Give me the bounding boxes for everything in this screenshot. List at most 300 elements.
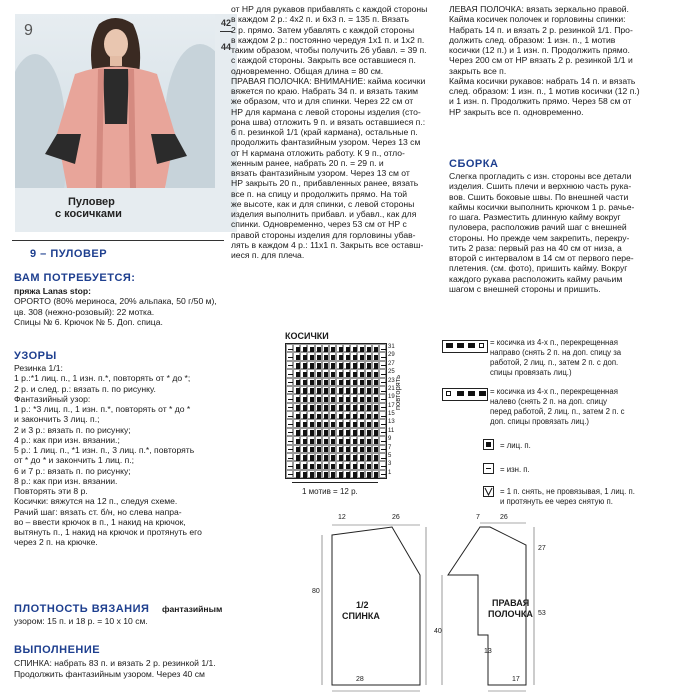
chart-cell (379, 344, 386, 352)
execution-line1: СПИНКА: набрать 83 п. и вязать 2 р. резинкой 1/1. (14, 658, 216, 668)
chart-cell (315, 352, 322, 360)
chart-cell (343, 369, 350, 377)
chart-cell (379, 369, 386, 377)
chart-cell (336, 352, 343, 360)
chart-cell (329, 386, 336, 394)
text-line: через 2 п. на крючке. (14, 537, 98, 548)
chart-cell (336, 461, 343, 469)
chart-cell (286, 445, 293, 453)
section-title: 9 – ПУЛОВЕР (30, 248, 108, 260)
chart-cell (357, 436, 364, 444)
chart-cell (365, 352, 372, 360)
text-line: 2 р. прямо. Затем убавлять с каждой стороны (231, 24, 415, 35)
chart-cell (286, 394, 293, 402)
legend-purl-icon (483, 463, 494, 474)
chart-cell (322, 369, 329, 377)
chart-cell (300, 436, 307, 444)
chart-cell (300, 445, 307, 453)
row-number: 17 (388, 402, 395, 409)
text-line: с каждой стороны. Закрыть все оставшиеся п. (231, 55, 416, 66)
chart-cell (293, 361, 300, 369)
yarn-line1: OPORTO (80% мериноса, 20% альпака, 50 г/50 м), (14, 296, 217, 307)
text-line: и закончить 3 лиц. п.; (14, 414, 100, 425)
chart-cell (307, 436, 314, 444)
row-number: 9 (388, 436, 392, 443)
chart-cell (315, 344, 322, 352)
chart-cell (307, 453, 314, 461)
text-line: каймы косички выполнить крючком 1 р. рачье- (449, 201, 635, 212)
text-line: направо (снять 2 п. на доп. спицу за (490, 348, 622, 357)
text-line: Набрать 14 п. и вязать 2 р. резинкой 1/1. Про- (449, 24, 633, 35)
text-line: стороны. Но прежде чем закрепить, перекру- (449, 232, 630, 243)
chart-cell (322, 394, 329, 402)
chart-cell (372, 352, 379, 360)
chart-cell (286, 411, 293, 419)
text-line: Повторять эти 8 р. (14, 486, 88, 496)
text-line: работой, 2 лиц. п., затем 2 п. с доп. (490, 358, 619, 367)
motif-label: 1 мотив = 12 р. (302, 487, 358, 496)
chart-cell (350, 445, 357, 453)
chart-cell (322, 344, 329, 352)
text-line: второй с интервалом в 14 см от первого пере- (449, 253, 634, 263)
text-line: спицы провязать лиц.) (490, 368, 572, 377)
chart-cell (329, 445, 336, 453)
front-side-top: 27 (538, 545, 546, 552)
chart-cell (379, 361, 386, 369)
legend-item-cable-right (490, 338, 680, 378)
text-line: 8 р.: как при изн. вязании. (14, 475, 118, 486)
chart-cell (350, 419, 357, 427)
caption-line2: с косичками (55, 208, 122, 220)
size-top: 42 (220, 18, 231, 28)
chart-cell (336, 386, 343, 394)
text-line: 2 р. и след. р.: вязать п. по рисунку. (14, 383, 156, 394)
chart-cell (350, 369, 357, 377)
chart-cell (300, 411, 307, 419)
text-line: вязать фантазийным узором. Через 13 см от (231, 168, 410, 178)
chart-cell (372, 445, 379, 453)
execution-title: ВЫПОЛНЕНИЕ (14, 644, 101, 656)
text-line: доп. спицы провязать лиц.) (490, 417, 589, 426)
chart-cell (350, 428, 357, 436)
chart-cell (365, 411, 372, 419)
chart-cell (329, 403, 336, 411)
text-line: лять в каждом 4 р.: 11х1 п. Закрыть все оставш- (231, 239, 424, 250)
text-line: и 1 изн. п. Продолжить прямо. Через 58 см от (449, 96, 632, 107)
text-line: и протянуть ее через снятую п. (500, 497, 613, 506)
chart-cell (357, 369, 364, 377)
back-side-total: 80 (312, 588, 320, 595)
text-line: должить след. образом: 1 изн. п., 1 мотив (449, 34, 616, 45)
text-line: плетения. (см. фото), пришить кайму. Вокруг (449, 263, 628, 274)
chart-cell (365, 428, 372, 436)
chart-cell (293, 461, 300, 469)
text-line: Кайма косичек полочек и горловины спинки: (449, 14, 626, 25)
chart-cell (329, 470, 336, 478)
yarn-label: пряжа Lanas stop: (14, 286, 91, 296)
chart-cell (365, 470, 372, 478)
text-line: иеся п. для плеча. (231, 250, 305, 260)
chart-cell (322, 461, 329, 469)
text-line: одновременно. Общая длина = 80 см. (231, 65, 384, 76)
chart-cell (329, 394, 336, 402)
chart-cell (315, 361, 322, 369)
chart-cell (350, 378, 357, 386)
legend-slip-icon (483, 486, 494, 497)
chart-cell (300, 470, 307, 478)
chart-cell (357, 411, 364, 419)
text-line: спинки. Одновременно, через 53 см от НР с (231, 219, 407, 230)
front-bottom-a: 17 (512, 676, 520, 683)
text-line: от НР для рукавов прибавлять с каждой стороны (231, 4, 428, 14)
back-top-a: 12 (338, 514, 346, 521)
chart-cell (336, 470, 343, 478)
right-text (449, 4, 674, 117)
chart-cell (357, 470, 364, 478)
text-line: во – ввести крючок в п., 1 накид на крючок, (14, 516, 186, 527)
chart-cell (365, 436, 372, 444)
chart-cell (315, 369, 322, 377)
chart-cell (343, 403, 350, 411)
chart-cell (336, 344, 343, 352)
chart-cell (286, 361, 293, 369)
front-label-2: ПОЛОЧКА (488, 609, 533, 619)
chart-cell (372, 378, 379, 386)
text-line: каждого рукава расположить кайму рачьим (449, 273, 623, 284)
text-line: 1 р.: *3 лиц. п., 1 изн. п.*, повторять от * до * (14, 404, 191, 414)
chart-cell (307, 386, 314, 394)
text-line: 2 и 3 р.: вязать п. по рисунку; (14, 424, 131, 435)
chart-cell (365, 461, 372, 469)
chart-cell (343, 344, 350, 352)
chart-cell (293, 470, 300, 478)
row-number: 13 (388, 419, 395, 426)
text-line: вяжется по краю. Набрать 34 п. и вязать таким (231, 86, 419, 96)
chart-cell (357, 394, 364, 402)
chart-cell (329, 361, 336, 369)
back-label-2: СПИНКА (342, 611, 380, 621)
chart-cell (365, 361, 372, 369)
chart-cell (350, 344, 357, 352)
text-line: косички (12 п.) и 1 изн. п. Продолжить прямо. (449, 45, 630, 55)
chart-cell (357, 445, 364, 453)
text-line: вытянуть п., 1 накид на крючок и протянуть его (14, 527, 202, 537)
chart-cell (329, 453, 336, 461)
chart-cell (286, 344, 293, 352)
middle-text (231, 4, 441, 260)
chart-cell (329, 369, 336, 377)
text-line: = косичка из 4-х п., перекрещенная (490, 387, 618, 396)
model-photo (15, 14, 215, 188)
row-number: 29 (388, 352, 395, 359)
text-line: вов. Сшить боковые швы. По внешней части (449, 191, 629, 202)
row-number: 21 (388, 385, 395, 392)
repeat-label: повторять (393, 374, 402, 410)
chart-cell (372, 428, 379, 436)
text-line: = косичка из 4-х п., перекрещенная (490, 338, 618, 347)
chart-cell (372, 386, 379, 394)
chart-cell (372, 470, 379, 478)
text-line: НР закрыть 20 п., прибавленных ранее, вязать (231, 178, 419, 189)
chart-cell (307, 428, 314, 436)
chart-cell (365, 445, 372, 453)
chart-cell (307, 344, 314, 352)
legend-item-cable-left (490, 387, 680, 427)
chart-cell (307, 403, 314, 411)
chart-cell (365, 453, 372, 461)
chart-cell (379, 378, 386, 386)
chart-cell (372, 369, 379, 377)
chart-cell (322, 361, 329, 369)
chart-cell (286, 386, 293, 394)
chart-cell (357, 403, 364, 411)
chart-cell (322, 445, 329, 453)
chart-cell (286, 378, 293, 386)
text-line: закрыть все п. (449, 65, 507, 76)
chart-cell (300, 361, 307, 369)
chart-cell (300, 369, 307, 377)
chart-cell (365, 419, 372, 427)
chart-cell (286, 419, 293, 427)
chart-cell (315, 403, 322, 411)
chart-cell (315, 445, 322, 453)
text-line: изделия выполнить прибавл. и убавл., как для (231, 209, 417, 219)
chart-cell (379, 411, 386, 419)
legend-cable-right-icon (442, 340, 488, 353)
legend-knit-icon (483, 439, 494, 450)
chart-cell (322, 411, 329, 419)
chart-cell (343, 378, 350, 386)
chart-cell (315, 394, 322, 402)
chart-cell (315, 470, 322, 478)
chart-cell (300, 453, 307, 461)
chart-cell (379, 403, 386, 411)
row-number: 25 (388, 369, 395, 376)
chart-cell (372, 344, 379, 352)
chart-cell (300, 378, 307, 386)
chart-cell (357, 352, 364, 360)
chart-cell (372, 394, 379, 402)
chart-cell (336, 419, 343, 427)
chart-cell (357, 419, 364, 427)
chart-cell (300, 352, 307, 360)
chart-cell (357, 361, 364, 369)
chart-cell (379, 461, 386, 469)
chart-cell (343, 453, 350, 461)
chart-cell (350, 361, 357, 369)
chart-cell (372, 461, 379, 469)
chart-cell (329, 411, 336, 419)
chart-cell (300, 386, 307, 394)
chart-cell (293, 428, 300, 436)
chart-cell (293, 378, 300, 386)
chart-cell (286, 436, 293, 444)
row-number: 11 (388, 427, 395, 434)
size-bottom: 44 (220, 42, 231, 52)
chart-cell (343, 386, 350, 394)
text-line: Резинка 1/1: (14, 363, 63, 373)
text-line: 5 р.: 1 лиц. п., *1 изн. п., 3 лиц. п.*, повторять (14, 445, 195, 455)
chart-cell (379, 352, 386, 360)
text-line: го шага. Разместить длинную кайму вокруг (449, 212, 621, 222)
yarn-line2: цв. 308 (нежно-розовый): 22 мотка. (14, 306, 155, 317)
chart-cell (307, 378, 314, 386)
text-line: 4 р.: как при изн. вязании.; (14, 434, 120, 445)
text-line: продолжить фантазийным узором. Через 13 см (231, 137, 421, 148)
chart-cell (307, 445, 314, 453)
chart-cell (293, 403, 300, 411)
text-line: в каждом 2 р.: 4х2 п. и 6х3 п. = 135 п. Вязать (231, 14, 409, 25)
chart-cell (379, 394, 386, 402)
chart-cell (343, 436, 350, 444)
chart-cell (336, 369, 343, 377)
chart-cell (329, 461, 336, 469)
text-line: женным ранее, набрать 20 п. = 29 п. и (231, 157, 384, 168)
chart-cell (372, 419, 379, 427)
chart-cell (357, 344, 364, 352)
chart-cell (293, 453, 300, 461)
chart-cell (307, 394, 314, 402)
chart-cell (365, 369, 372, 377)
chart-cell (372, 361, 379, 369)
chart-cell (286, 369, 293, 377)
row-number: 31 (388, 344, 395, 350)
chart-cell (357, 461, 364, 469)
chart-cell (372, 453, 379, 461)
front-top-b: 26 (500, 514, 508, 521)
chart-cell (379, 386, 386, 394)
chart-cell (379, 470, 386, 478)
chart-cell (379, 436, 386, 444)
back-bottom: 28 (356, 676, 364, 683)
tools-line: Спицы № 6. Крючок № 5. Доп. спица. (14, 316, 163, 327)
chart-cell (286, 453, 293, 461)
chart-cell (357, 386, 364, 394)
chart-cell (336, 453, 343, 461)
text-line: правой стороны изделия для горловины убав- (231, 229, 416, 240)
text-line: Рачий шаг: вязать ст. б/н, но слева напра- (14, 506, 182, 517)
row-number: 7 (388, 444, 392, 451)
text-line: Косички: вяжутся на 12 п., следуя схеме. (14, 496, 178, 507)
chart-cell (315, 461, 322, 469)
chart-cell (315, 411, 322, 419)
chart-cell (293, 436, 300, 444)
text-line: Фантазийный узор: (14, 393, 91, 404)
chart-cell (293, 369, 300, 377)
chart-cell (365, 378, 372, 386)
front-top-a: 7 (476, 514, 480, 521)
text-line: перед работой, 2 лиц. п., затем 2 п. с (490, 407, 625, 416)
chart-cell (307, 461, 314, 469)
text-line: Через 200 см от НР вязать 2 р. резинкой 1/1 и (449, 55, 633, 66)
chart-cell (293, 419, 300, 427)
chart-cell (336, 394, 343, 402)
chart-cell (293, 411, 300, 419)
chart-cell (307, 419, 314, 427)
chart-cell (329, 428, 336, 436)
text-line: все п. на спицу и продолжить прямо. На той (231, 188, 408, 199)
chart-cell (322, 386, 329, 394)
chart-cell (322, 470, 329, 478)
chart-cell (315, 378, 322, 386)
patterns-title: УЗОРЫ (14, 350, 57, 362)
chart-cell (379, 453, 386, 461)
row-number: 1 (388, 469, 392, 476)
text-line: от * до * и закончить 1 лиц. п.; (14, 455, 135, 466)
back-top-b: 26 (392, 514, 400, 521)
chart-cell (336, 428, 343, 436)
chart-cell (372, 403, 379, 411)
chart-cell (343, 361, 350, 369)
text-line: ПРАВАЯ ПОЛОЧКА: ВНИМАНИЕ: кайма косички (231, 75, 426, 86)
chart-cell (343, 470, 350, 478)
row-number: 23 (388, 377, 395, 384)
chart-cell (315, 419, 322, 427)
chart-cell (286, 470, 293, 478)
chart-cell (329, 352, 336, 360)
chart-cell (322, 419, 329, 427)
chart-cell (293, 344, 300, 352)
chart-cell (322, 436, 329, 444)
chart-cell (293, 394, 300, 402)
legend-item-slip (500, 487, 680, 507)
chart-cell (315, 436, 322, 444)
chart-cell (315, 453, 322, 461)
chart-cell (343, 352, 350, 360)
back-label-1: 1/2 (356, 600, 369, 610)
chart-cell (350, 386, 357, 394)
chart-cell (350, 411, 357, 419)
caption-line1: Пуловер (68, 196, 115, 208)
chart-cell (322, 453, 329, 461)
chart-cell (343, 411, 350, 419)
chart-cell (336, 403, 343, 411)
assembly-text (449, 171, 674, 294)
text-line: 6 п. резинкой 1/1 (край кармана), остальные п. (231, 127, 418, 137)
text-line: же образом, что и для спинки. Через 22 см от (231, 96, 414, 107)
execution-line2: Продолжить фантазийным узором. Через 40 см (14, 669, 205, 679)
chart-cell (372, 436, 379, 444)
row-number: 15 (388, 411, 395, 417)
chart-cell (343, 394, 350, 402)
front-side-left: 13 (484, 648, 492, 655)
chart-cell (365, 386, 372, 394)
legend-knit: = лиц. п. (500, 441, 531, 450)
chart-cell (379, 428, 386, 436)
chart-cell (300, 428, 307, 436)
chart-cell (343, 445, 350, 453)
row-number: 3 (388, 461, 392, 468)
chart-cell (307, 369, 314, 377)
text-line: 1 р.:*1 лиц. п., 1 изн. п.*, повторять от * до *; (14, 373, 191, 384)
legend-purl: = изн. п. (500, 465, 530, 474)
chart-cell (350, 436, 357, 444)
chart-cell (286, 428, 293, 436)
text-line: от Н кармана отложить работу. К 9 п., отло- (231, 147, 405, 158)
chart-cell (372, 411, 379, 419)
chart-cell (322, 352, 329, 360)
chart-cell (322, 428, 329, 436)
text-line: = 1 п. снять, не провязывая, 1 лиц. п. (500, 487, 635, 496)
section-divider (12, 240, 224, 241)
text-line: Слегка прогладить с изн. стороны все детали (449, 171, 632, 181)
chart-cell (379, 445, 386, 453)
text-line: налево (снять 2 п. на доп. спицу (490, 397, 608, 406)
chart-cell (357, 453, 364, 461)
assembly-title: СБОРКА (449, 158, 499, 170)
chart-cell (343, 419, 350, 427)
chart-cell (329, 436, 336, 444)
